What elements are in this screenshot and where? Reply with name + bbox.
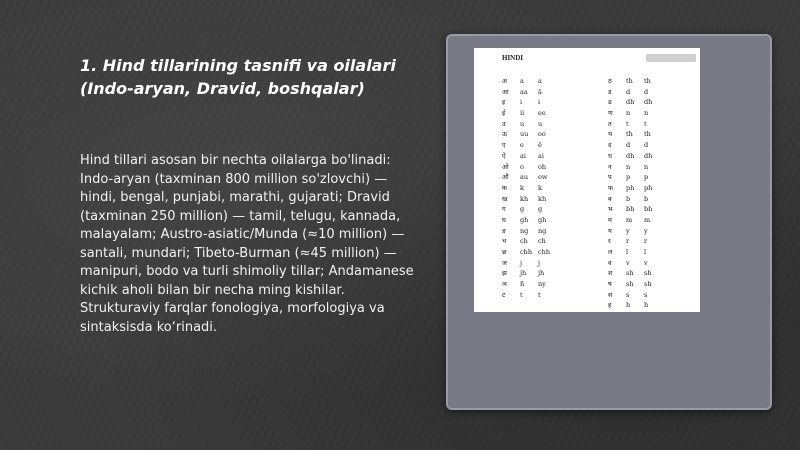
pronunciation: dh	[644, 98, 653, 107]
devanagari-letter: ऊ	[502, 130, 508, 139]
hindi-alphabet-image	[474, 48, 700, 312]
alphabet-row	[608, 140, 652, 151]
alphabet-row	[502, 183, 550, 194]
transliteration: ph	[626, 183, 635, 192]
transliteration: t	[520, 290, 523, 299]
devanagari-letter: उ	[502, 119, 506, 128]
pronunciation: b	[644, 194, 649, 203]
devanagari-letter: क	[502, 183, 507, 192]
transliteration: j	[520, 258, 523, 267]
alphabet-row	[608, 162, 652, 173]
transliteration: u	[520, 119, 525, 128]
devanagari-letter: ड	[608, 87, 612, 96]
devanagari-letter: प	[608, 173, 612, 182]
alphabet-row	[502, 172, 550, 183]
transliteration: d	[626, 141, 631, 150]
transliteration: y	[626, 226, 630, 235]
alphabet-row	[608, 300, 652, 311]
pronunciation: s	[644, 290, 648, 299]
pronunciation: r	[644, 237, 648, 246]
alphabet-row	[502, 87, 550, 98]
devanagari-letter: ज	[502, 258, 507, 267]
pronunciation: ā	[538, 87, 542, 96]
transliteration: h	[626, 301, 631, 310]
pronunciation: g	[538, 205, 543, 214]
devanagari-letter: ई	[502, 109, 506, 118]
alphabet-row	[502, 236, 550, 247]
devanagari-letter: अ	[502, 77, 507, 85]
transliteration: ii	[520, 109, 525, 118]
transliteration: n	[626, 162, 631, 171]
transliteration: a	[520, 77, 524, 85]
transliteration: ai	[520, 151, 526, 160]
devanagari-letter: व	[608, 258, 612, 267]
alphabet-column-right	[608, 76, 652, 311]
transliteration: m	[626, 215, 633, 224]
alphabet-row	[502, 290, 550, 301]
alphabet-row	[608, 119, 652, 130]
transliteration: kh	[520, 194, 529, 203]
pronunciation: m	[644, 215, 651, 224]
devanagari-letter: झ	[502, 269, 507, 278]
pronunciation: i	[538, 98, 541, 107]
devanagari-letter: ग	[502, 205, 506, 214]
pronunciation: jh	[538, 269, 545, 278]
alphabet-row	[502, 226, 550, 237]
devanagari-letter: भ	[608, 205, 613, 214]
doc-heading: HINDI	[502, 54, 524, 62]
pronunciation: t	[538, 290, 541, 299]
transliteration: e	[520, 141, 524, 150]
alphabet-row	[608, 290, 652, 301]
pronunciation: ow	[538, 173, 548, 182]
pronunciation: ch	[538, 237, 546, 246]
devanagari-letter: ब	[608, 194, 612, 203]
transliteration: b	[626, 194, 631, 203]
alphabet-row	[608, 76, 652, 87]
pronunciation: ee	[538, 109, 546, 118]
pronunciation: ng	[538, 226, 547, 235]
devanagari-letter: ए	[502, 141, 506, 150]
transliteration: k	[520, 183, 524, 192]
devanagari-letter: ऐ	[502, 151, 506, 160]
pronunciation: gh	[538, 215, 547, 224]
alphabet-row	[608, 258, 652, 269]
devanagari-letter: ढ	[608, 98, 612, 107]
devanagari-letter: ट	[502, 290, 506, 299]
devanagari-letter: ङ	[502, 226, 507, 235]
pronunciation: t	[644, 119, 647, 128]
alphabet-row	[502, 279, 550, 290]
pronunciation: ny	[538, 280, 546, 289]
pronunciation: oo	[538, 130, 546, 139]
alphabet-row	[502, 151, 550, 162]
transliteration: s	[626, 290, 630, 299]
alphabet-row	[502, 76, 550, 87]
transliteration: r	[626, 237, 630, 246]
alphabet-row	[608, 108, 652, 119]
devanagari-letter: ओ	[502, 162, 509, 171]
transliteration: au	[520, 173, 529, 182]
alphabet-row	[502, 268, 550, 279]
transliteration: t	[626, 119, 629, 128]
devanagari-letter: श	[608, 269, 613, 278]
transliteration: n	[626, 109, 631, 118]
transliteration: gh	[520, 215, 529, 224]
devanagari-letter: ह	[608, 301, 612, 310]
alphabet-row	[502, 215, 550, 226]
transliteration: ñ	[520, 280, 525, 289]
alphabet-row	[608, 172, 652, 183]
pronunciation: kh	[538, 194, 547, 203]
devanagari-letter: ख	[502, 194, 508, 203]
watermark-stamp	[646, 54, 696, 62]
pronunciation: bh	[644, 205, 653, 214]
alphabet-row	[502, 129, 550, 140]
alphabet-row	[608, 247, 652, 258]
transliteration: aa	[520, 87, 528, 96]
pronunciation: l	[644, 248, 647, 256]
pronunciation: d	[644, 141, 649, 150]
transliteration: i	[520, 98, 523, 107]
devanagari-letter: र	[608, 237, 611, 246]
devanagari-letter: ञ	[502, 280, 507, 289]
devanagari-letter: द	[608, 141, 612, 150]
transliteration: d	[626, 87, 631, 96]
alphabet-row	[502, 247, 550, 258]
devanagari-letter: इ	[502, 98, 506, 107]
alphabet-row	[502, 194, 550, 205]
transliteration: dh	[626, 151, 635, 160]
alphabet-row	[608, 215, 652, 226]
pronunciation: p	[644, 173, 649, 182]
devanagari-letter: थ	[608, 130, 613, 139]
transliteration: ch	[520, 237, 528, 246]
transliteration: uu	[520, 130, 529, 139]
pronunciation: n	[644, 162, 649, 171]
alphabet-row	[608, 97, 652, 108]
alphabet-row	[608, 226, 652, 237]
transliteration: ng	[520, 226, 529, 235]
pronunciation: u	[538, 119, 543, 128]
devanagari-letter: ष	[608, 280, 612, 289]
pronunciation: ai	[538, 151, 544, 160]
pronunciation: sh	[644, 280, 652, 289]
transliteration: p	[626, 173, 631, 182]
alphabet-column-left	[502, 76, 550, 300]
alphabet-row	[608, 204, 652, 215]
pronunciation: d	[644, 87, 649, 96]
alphabet-row	[502, 97, 550, 108]
pronunciation: y	[644, 226, 648, 235]
alphabet-row	[608, 268, 652, 279]
slide-body-text: Hind tillari asosan bir nechta oilalarga bo'linadi: Indo-aryan (taxminan 800 million so'zlovchi) — hindi, bengal, punjabi, marathi, gujarati; Dravid (taxminan 250 million) — tamil, telugu, kannada, malayalam; Austro-asiatic/Munda (≈10 million) — santali, mundari; Tibeto-Burman (≈45 million) — manipuri, bodo va turli shimoliy tillar; Andamanese kichik aholi bilan bir necha ming kishilar. Strukturaviy farqlar fonologiya, morfologiya va sintaksisda ko‘rinadi.	[80, 153, 414, 335]
devanagari-letter: ल	[608, 248, 613, 256]
pronunciation: th	[644, 77, 651, 85]
pronunciation: ē	[538, 141, 542, 150]
pronunciation: h	[644, 301, 649, 310]
devanagari-letter: ठ	[608, 77, 612, 85]
transliteration: th	[626, 130, 633, 139]
transliteration: v	[626, 258, 630, 267]
pronunciation: oh	[538, 162, 547, 171]
pronunciation: chh	[538, 248, 551, 256]
alphabet-row	[608, 87, 652, 98]
devanagari-letter: ध	[608, 151, 612, 160]
pronunciation: dh	[644, 151, 653, 160]
devanagari-letter: फ	[608, 183, 614, 192]
devanagari-letter: च	[502, 237, 507, 246]
alphabet-row	[608, 194, 652, 205]
alphabet-row	[608, 183, 652, 194]
devanagari-letter: य	[608, 226, 612, 235]
devanagari-letter: स	[608, 290, 613, 299]
devanagari-letter: न	[608, 162, 612, 171]
alphabet-row	[502, 258, 550, 269]
devanagari-letter: त	[608, 119, 612, 128]
alphabet-row	[608, 236, 652, 247]
transliteration: bh	[626, 205, 635, 214]
devanagari-letter: म	[608, 215, 612, 224]
devanagari-letter: ण	[608, 109, 613, 118]
transliteration: l	[626, 248, 629, 256]
alphabet-row	[502, 140, 550, 151]
alphabet-row	[608, 151, 652, 162]
alphabet-row	[608, 129, 652, 140]
transliteration: o	[520, 162, 524, 171]
devanagari-letter: छ	[502, 248, 507, 256]
pronunciation: v	[644, 258, 648, 267]
pronunciation: k	[538, 183, 542, 192]
slide-title: 1. Hind tillarining tasnifi va oilalari (Indo-aryan, Dravid, boshqalar)	[80, 56, 396, 98]
pronunciation: a	[538, 77, 542, 85]
devanagari-letter: आ	[502, 87, 509, 96]
pronunciation: th	[644, 130, 651, 139]
transliteration: g	[520, 205, 525, 214]
pronunciation: sh	[644, 269, 652, 278]
transliteration: sh	[626, 280, 634, 289]
alphabet-row	[502, 204, 550, 215]
alphabet-row	[502, 119, 550, 130]
alphabet-row	[502, 162, 550, 173]
transliteration: chh	[520, 248, 533, 256]
transliteration: dh	[626, 98, 635, 107]
devanagari-letter: औ	[502, 173, 509, 182]
pronunciation: j	[538, 258, 541, 267]
alphabet-row	[608, 279, 652, 290]
devanagari-letter: घ	[502, 215, 506, 224]
pronunciation: ph	[644, 183, 653, 192]
alphabet-row	[502, 108, 550, 119]
pronunciation: n	[644, 109, 649, 118]
transliteration: jh	[520, 269, 527, 278]
transliteration: th	[626, 77, 633, 85]
transliteration: sh	[626, 269, 634, 278]
